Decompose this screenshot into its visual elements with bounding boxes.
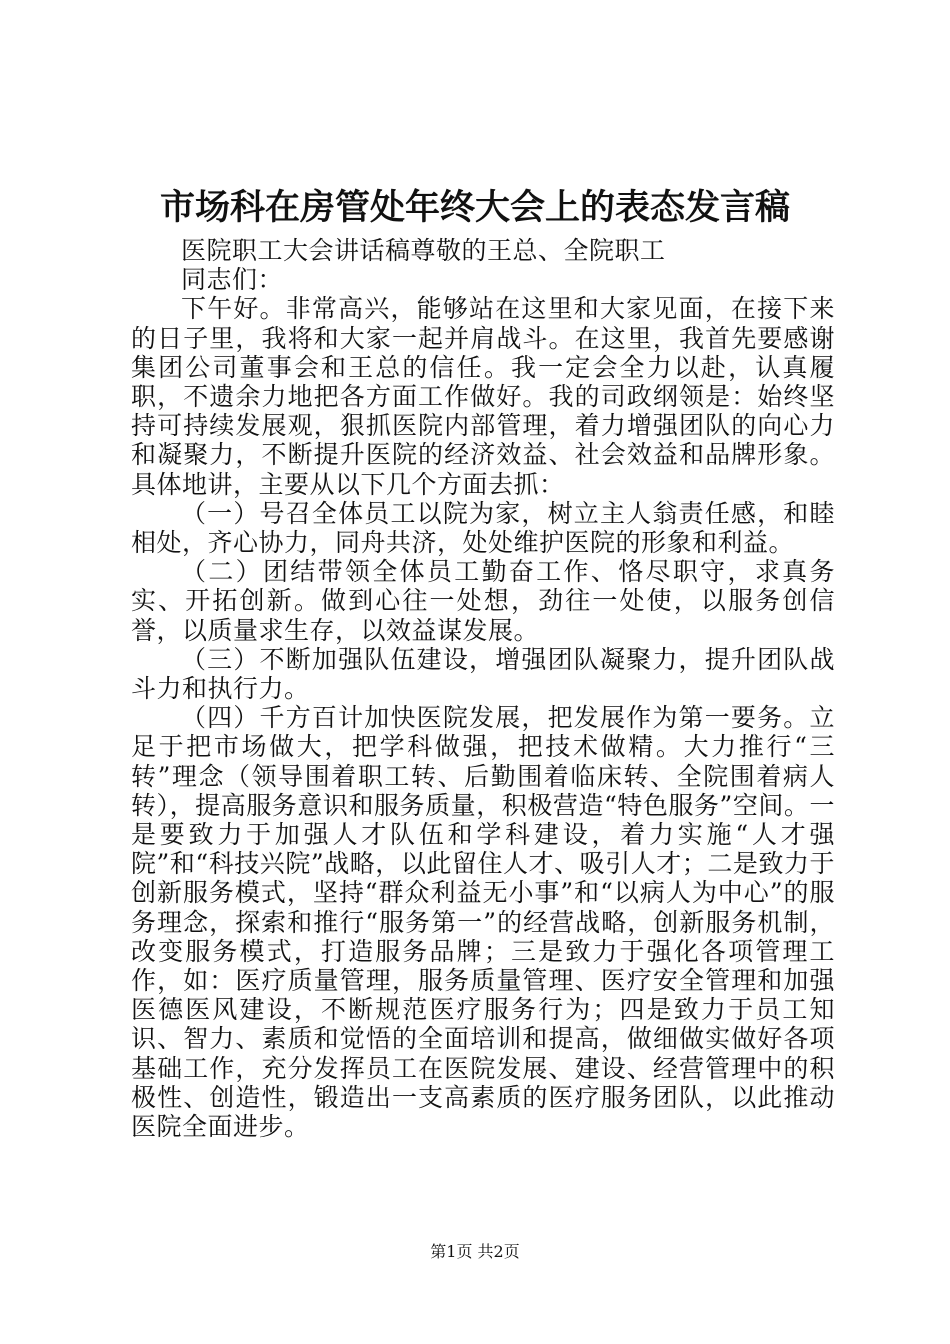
salutation: 同志们： [181,265,284,295]
paragraph-point-2: （二）团结带领全体员工勤奋工作、恪尽职守，求真务实、开拓创新。做到心往一处想，劲往一处使，以服务创信誉，以质量求生存，以效益谋发展。 [131,557,835,645]
document-body [131,236,835,1141]
paragraph-point-4: （四）千方百计加快医院发展，把发展作为第一要务。立足于把市场做大，把学科做强，把技术做精。大力推行“三转”理念（领导围着职工转、后勤围着临床转、全院围着病人转），提高服务意识和服务质量，积极营造“特色服务”空间。一是要致力于加强人才队伍和学科建设，着力实施“人才强院”和“科技兴院”战略，以此留住人才、吸引人才；二是致力于创新服务模式，坚持“群众利益无小事”和“以病人为中心”的服务理念，探索和推行“服务第一”的经营战略，创新服务机制，改变服务模式，打造服务品牌；三是致力于强化各项管理工作，如：医疗质量管理，服务质量管理、医疗安全管理和加强医德医风建设，不断规范医疗服务行为；四是致力于员工知识、智力、素质和觉悟的全面培训和提高，做细做实做好各项基础工作，充分发挥员工在医院发展、建设、经营管理中的积极性、创造性，锻造出一支高素质的医疗服务团队，以此推动医院全面进步。 [131,703,835,1142]
document-title: 市场科在房管处年终大会上的表态发言稿 [159,187,790,228]
paragraph-opening: 下午好。非常高兴，能够站在这里和大家见面，在接下来的日子里，我将和大家一起并肩战斗。在这里，我首先要感谢集团公司董事会和王总的信任。我一定会全力以赴，认真履职，不遗余力地把各方面工作做好。我的司政纲领是：始终坚持可持续发展观，狠抓医院内部管理，着力增强团队的向心力和凝聚力，不断提升医院的经济效益、社会效益和品牌形象。具体地讲，主要从以下几个方面去抓： [131,294,835,499]
paragraph-point-3: （三）不断加强队伍建设，增强团队凝聚力，提升团队战斗力和执行力。 [131,644,835,704]
paragraph-point-1: （一）号召全体员工以院为家，树立主人翁责任感，和睦相处，齐心协力，同舟共济，处处维护医院的形象和利益。 [131,498,835,558]
intro-line: 医院职工大会讲话稿尊敬的王总、全院职工 [181,236,666,265]
page-number: 第1页 共2页 [430,1242,520,1261]
